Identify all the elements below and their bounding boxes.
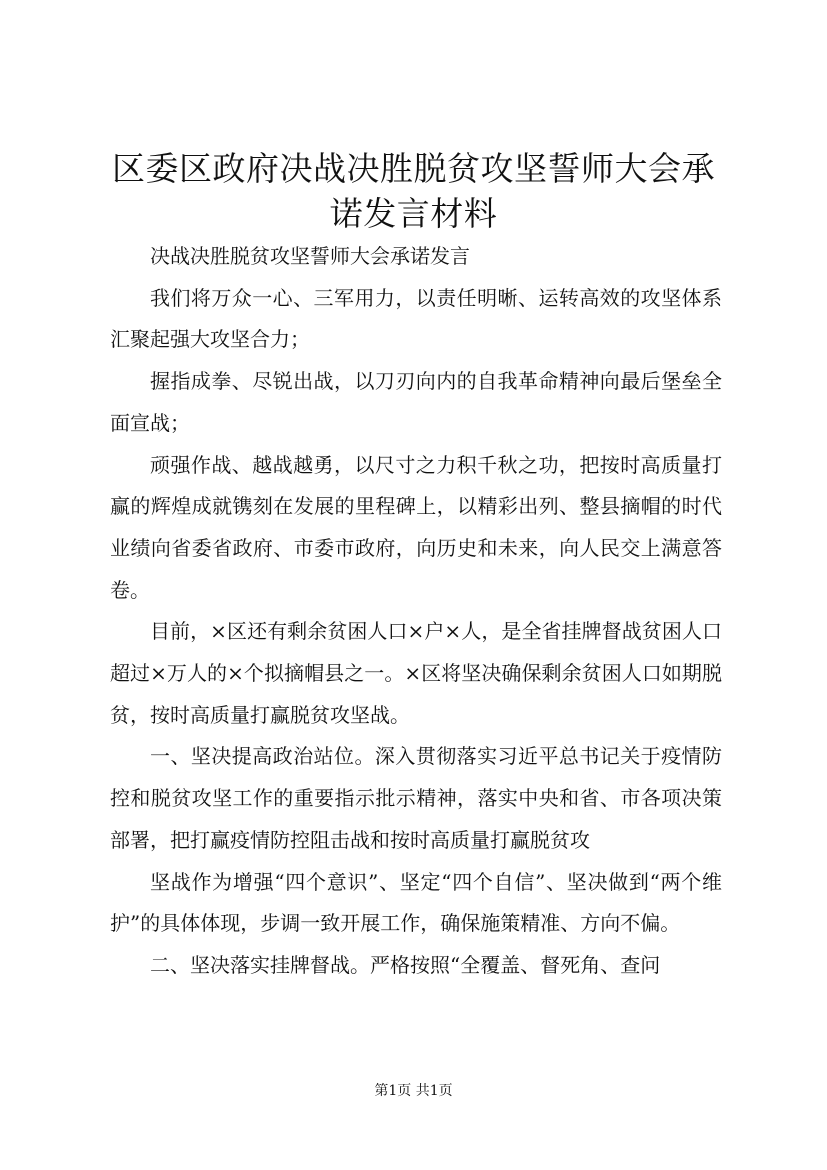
paragraph: 一、坚决提高政治站位。深入贯彻落实习近平总书记关于疫情防控和脱贫攻坚工作的重要指示批示精神，落实中央和省、市各项决策部署，把打赢疫情防控阻击战和按时高质量打赢脱贫攻: [110, 744, 722, 852]
document-body: [110, 236, 722, 987]
paragraph: 坚战作为增强“四个意识”、坚定“四个自信”、坚决做到“两个维护”的具体体现，步调一致开展工作，确保施策精准、方向不偏。: [110, 869, 722, 936]
paragraph: 顽强作战、越战越勇，以尺寸之力积千秋之功，把按时高质量打赢的辉煌成就镌刻在发展的里程碑上，以精彩出列、整县摘帽的时代业绩向省委省政府、市委市政府，向历史和未来，向人民交上满意答卷。: [110, 452, 722, 602]
paragraph: 握指成拳、尽锐出战，以刀刃向内的自我革命精神向最后堡垒全面宣战；: [110, 369, 722, 435]
document-title: 区委区政府决战决胜脱贫攻坚誓师大会承诺发言材料: [112, 149, 715, 233]
paragraph: 我们将万众一心、三军用力，以责任明晰、运转高效的攻坚体系汇聚起强大攻坚合力；: [110, 285, 722, 352]
paragraph: 二、坚决落实挂牌督战。严格按照“全覆盖、督死角、查问: [150, 952, 661, 977]
paragraph: 目前，×区还有剩余贫困人口×户×人，是全省挂牌督战贫困人口超过×万人的×个拟摘帽县之一。×区将坚决确保剩余贫困人口如期脱贫，按时高质量打赢脱贫攻坚战。: [110, 619, 722, 727]
paragraph: 决战决胜脱贫攻坚誓师大会承诺发言: [150, 244, 470, 268]
page-footer: 第1页 共1页: [374, 1083, 453, 1099]
